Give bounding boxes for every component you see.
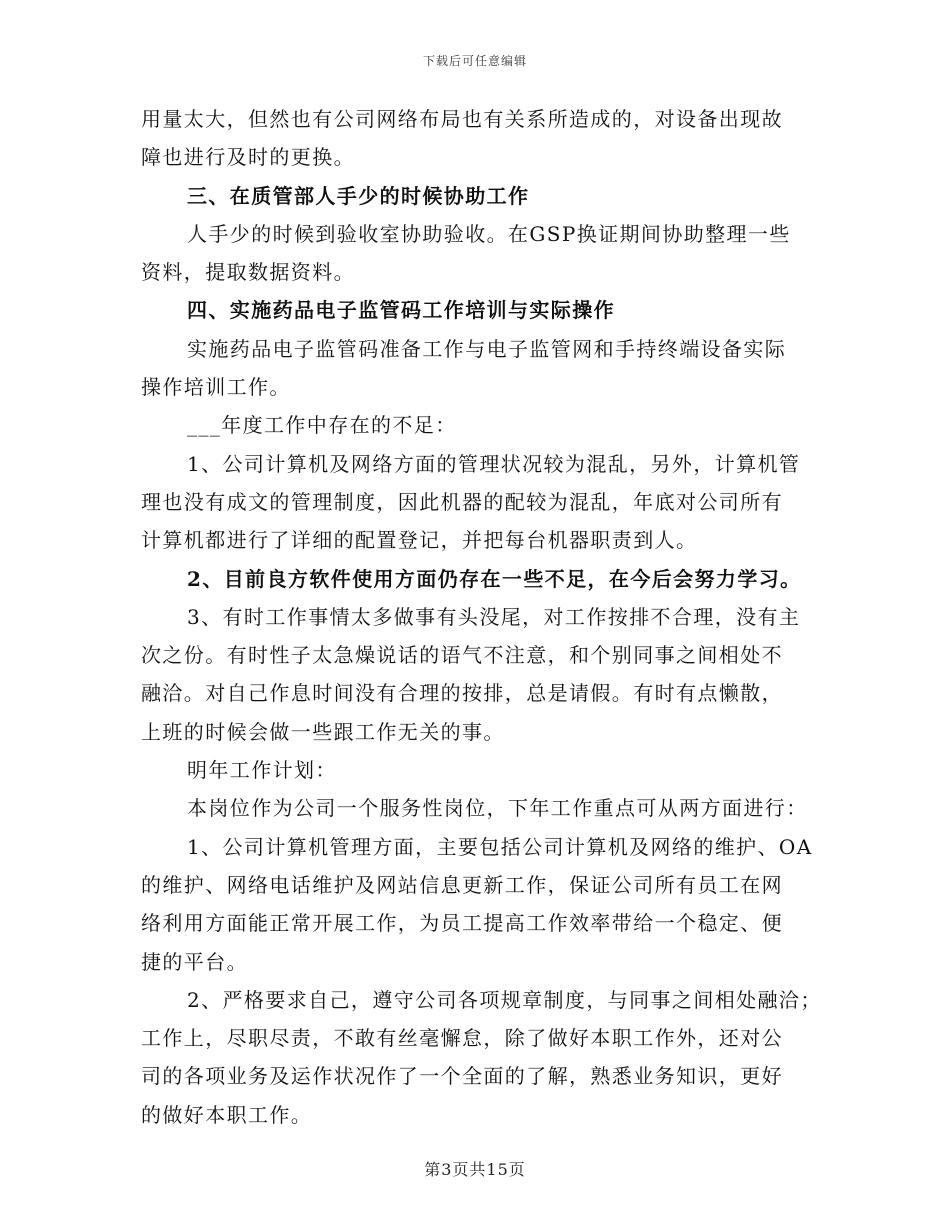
body-line: 融洽。对自己作息时间没有合理的按排，总是请假。有时有点懒散， (141, 681, 783, 706)
body-line: 人手少的时候到验收室协助验收。在GSP换证期间协助整理一些 (187, 221, 791, 246)
body-line: 上班的时候会做一些跟工作无关的事。 (141, 719, 505, 744)
body-line: 计算机都进行了详细的配置登记，并把每台机器职责到人。 (141, 528, 698, 553)
emphasis-line: 2、目前良方软件使用方面仍存在一些不足，在今后会努力学习。 (187, 566, 802, 591)
document-body (141, 100, 831, 1134)
body-line: 工作上，尽职尽责，不敢有丝毫懈怠，除了做好本职工作外，还对公 (141, 1026, 783, 1051)
body-line: 3、有时工作事情太多做事有头没尾，对工作按排不合理，没有主 (187, 604, 801, 629)
subheading-line: 明年工作计划： (187, 758, 337, 783)
body-line: 的做好本职工作。 (141, 1102, 313, 1127)
body-line: 操作培训工作。 (141, 375, 291, 400)
body-line: 用量太大，但然也有公司网络布局也有关系所造成的，对设备出现故 (141, 107, 783, 131)
body-line: 的维护、网络电话维护及网站信息更新工作，保证公司所有员工在网 (141, 872, 783, 897)
body-line: 实施药品电子监管码准备工作与电子监管网和手持终端设备实际 (187, 336, 787, 361)
body-line: 次之份。有时性子太急燥说话的语气不注意，和个别同事之间相处不 (141, 643, 783, 668)
body-line: 司的各项业务及运作状况作了一个全面的了解，熟悉业务知识，更好 (141, 1064, 783, 1089)
body-line: 1、公司计算机及网络方面的管理状况较为混乱，另外，计算机管 (187, 451, 801, 476)
section-heading: 三、在质管部人手少的时候协助工作 (187, 183, 530, 208)
body-line: 2、严格要求自己，遵守公司各项规章制度，与同事之间相处融洽； (187, 987, 822, 1012)
body-line: 理也没有成文的管理制度，因此机器的配较为混乱，年底对公司所有 (141, 489, 783, 514)
body-line: 1、公司计算机管理方面，主要包括公司计算机及网络的维护、OA (187, 834, 813, 859)
section-heading: 四、实施药品电子监管码工作培训与实际操作 (187, 298, 615, 323)
body-line: 络利用方面能正常开展工作，为员工提高工作效率带给一个稳定、便 (141, 911, 783, 936)
subheading-line: ___年度工作中存在的不足： (187, 413, 457, 438)
body-line: 捷的平台。 (141, 949, 248, 974)
body-line: 资料，提取数据资料。 (141, 260, 355, 285)
page-footer: 第3页共15页 (424, 1160, 526, 1179)
body-line: 本岗位作为公司一个服务性岗位，下年工作重点可从两方面进行： (187, 796, 808, 821)
page-header: 下载后可任意编辑 (422, 54, 527, 68)
body-line: 障也进行及时的更换。 (141, 145, 355, 170)
